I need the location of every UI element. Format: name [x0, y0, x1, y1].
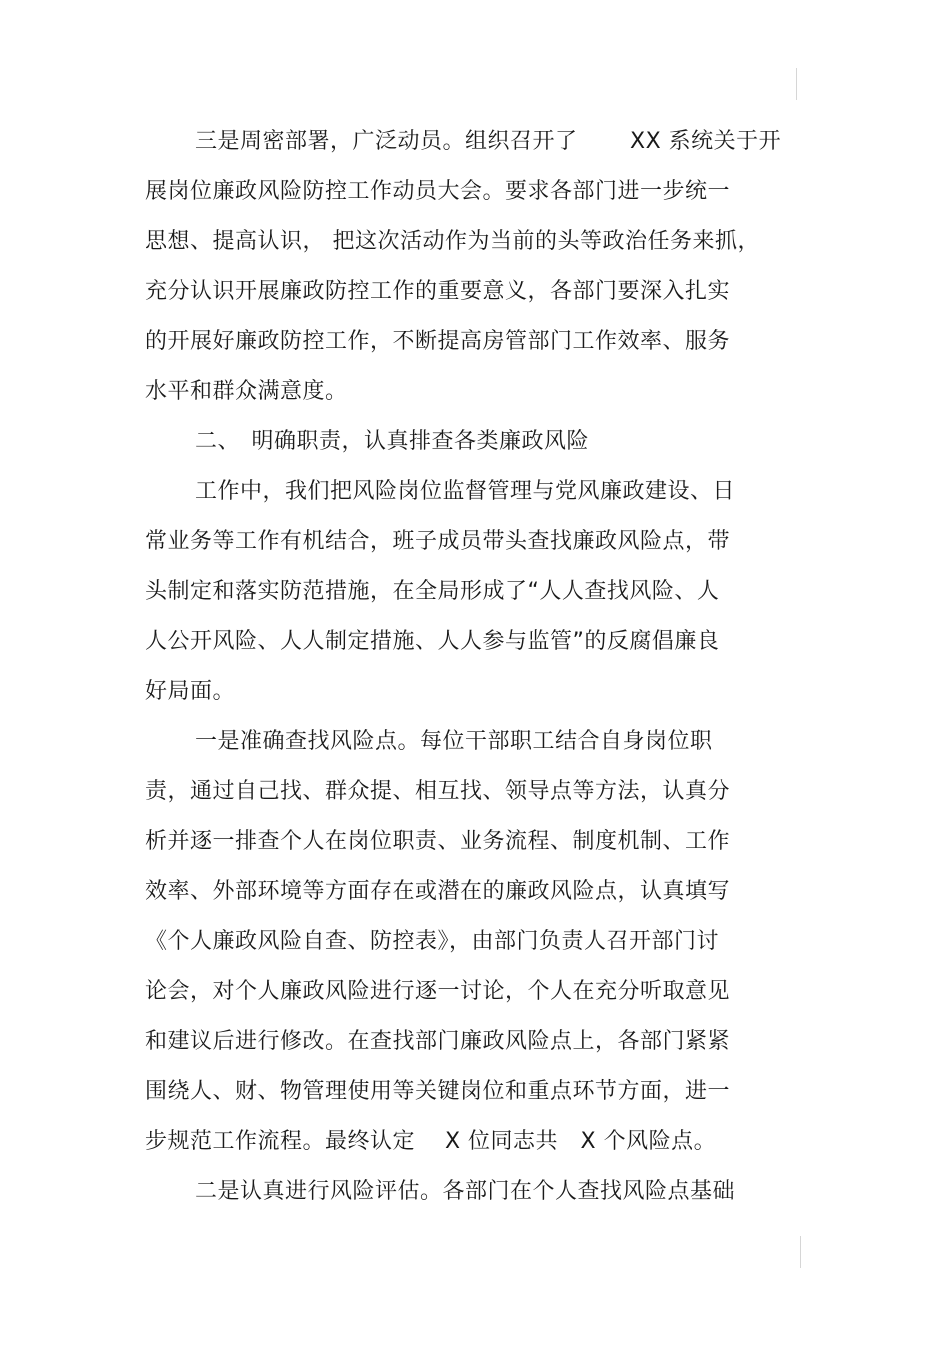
paragraph-line: 展岗位廉政风险防控工作动员大会。要求各部门进一步统一: [145, 179, 731, 204]
paragraph-line: 一是准确查找风险点。每位干部职工结合自身岗位职: [195, 729, 713, 754]
paragraph-line: 《个人廉政风险自查、防控表》，由部门负责人召开部门讨: [145, 929, 720, 954]
paragraph-line: 的开展好廉政防控工作，不断提高房管部门工作效率、服务: [145, 329, 731, 354]
paragraph-line: 常业务等工作有机结合，班子成员带头查找廉政风险点，带: [145, 529, 731, 554]
paragraph-line: 责，通过自己找、群众提、相互找、领导点等方法，认真分: [145, 779, 731, 804]
paragraph-line: 好局面。: [145, 679, 236, 704]
paragraph-line: 析并逐一排查个人在岗位职责、业务流程、制度机制、工作: [145, 829, 731, 854]
paragraph-line: 工作中，我们把风险岗位监督管理与党风廉政建设、日: [195, 479, 736, 504]
paragraph-line: 和建议后进行修改。在查找部门廉政风险点上，各部门紧紧: [145, 1029, 731, 1054]
paragraph-line: 三是周密部署，广泛动员。组织召开了 XX 系统关于开: [195, 129, 782, 154]
paragraph-line: 充分认识开展廉政防控工作的重要意义，各部门要深入扎实: [145, 279, 731, 304]
paragraph-line: 论会，对个人廉政风险进行逐一讨论，个人在充分听取意见: [145, 979, 731, 1004]
page-edge-mark-bottom: [800, 1236, 801, 1268]
page-edge-mark-top: [796, 68, 797, 100]
paragraph-line: 二是认真进行风险评估。各部门在个人查找风险点基础: [195, 1179, 736, 1204]
paragraph-line: 步规范工作流程。最终认定 X 位同志共 X 个风险点。: [145, 1129, 717, 1154]
paragraph-line: 水平和群众满意度。: [145, 379, 348, 404]
paragraph-line: 人公开风险、人人制定措施、人人参与监管”的反腐倡廉良: [145, 629, 720, 654]
paragraph-line: 头制定和落实防范措施，在全局形成了“人人查找风险、人: [145, 579, 720, 604]
paragraph-line: 效率、外部环境等方面存在或潜在的廉政风险点，认真填写: [145, 879, 731, 904]
paragraph-line: 思想、提高认识， 把这次活动作为当前的头等政治任务来抓，: [145, 229, 760, 254]
paragraph-line: 围绕人、财、物管理使用等关键岗位和重点环节方面，进一: [145, 1079, 731, 1104]
section-heading: 二、 明确职责，认真排查各类廉政风险: [195, 429, 590, 454]
